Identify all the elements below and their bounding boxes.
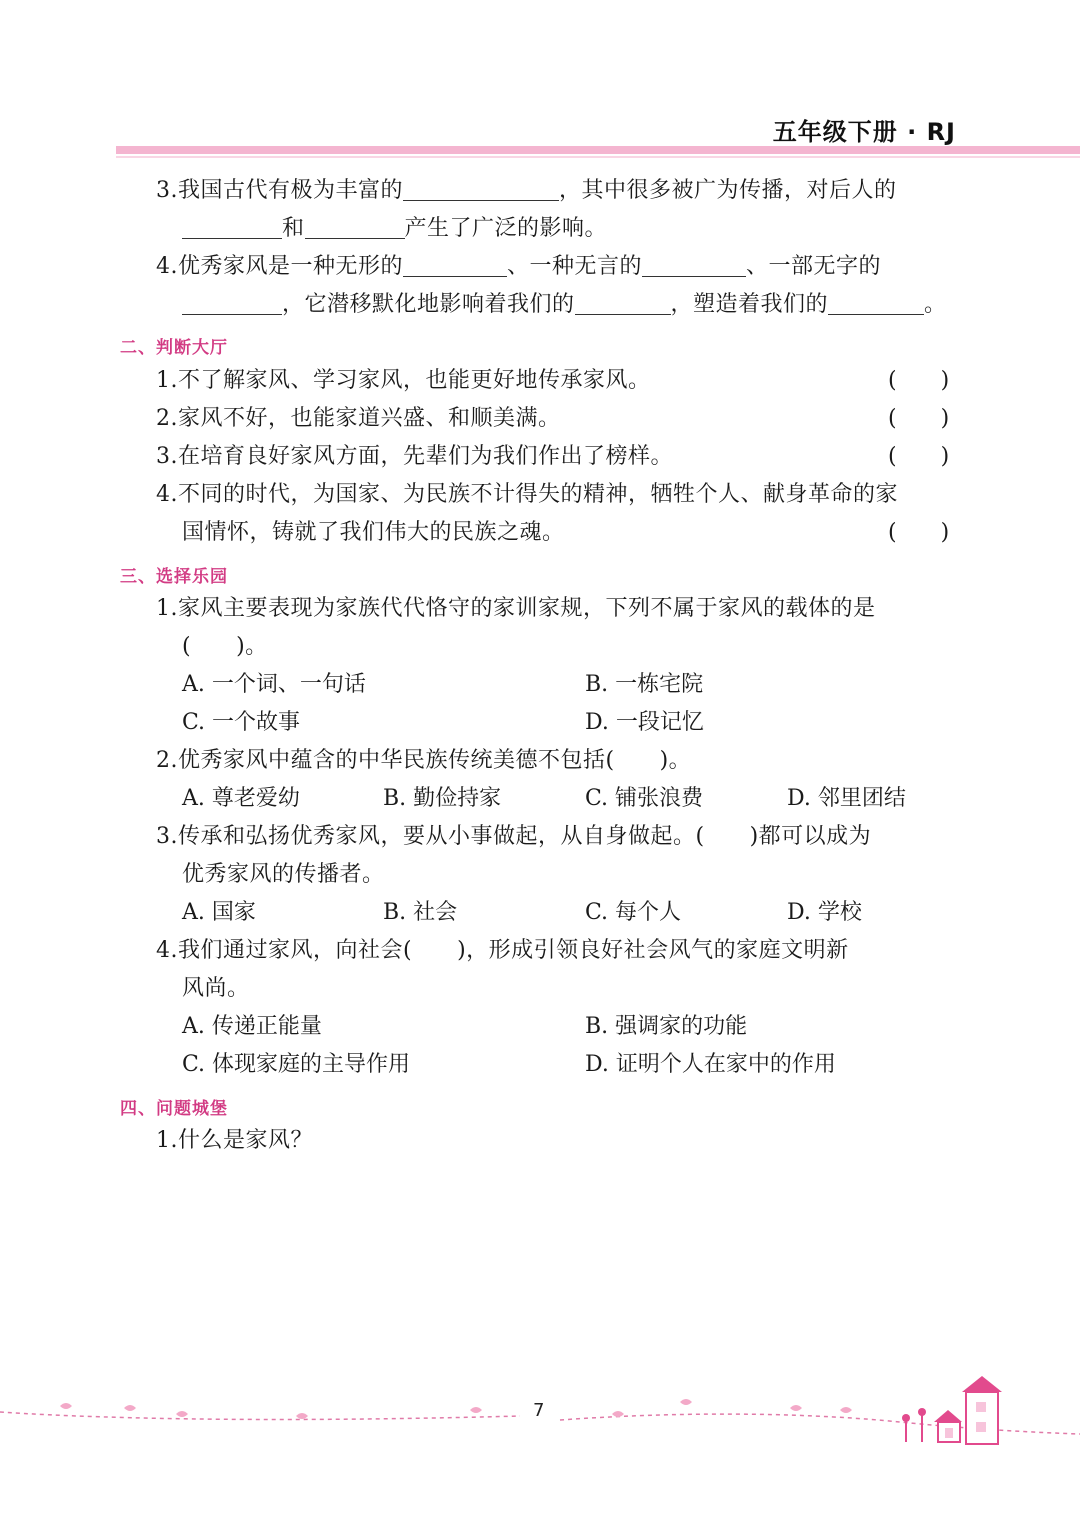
footer-dashed-line-left — [0, 1412, 520, 1419]
house-icon — [934, 1376, 1002, 1444]
fill-blank-q3-line1 — [156, 176, 897, 206]
question-text: 不同的时代，为国家、为民族不计得失的精神，牺牲个人、献身革命的家 — [178, 482, 899, 507]
answer-blank[interactable] — [403, 178, 559, 201]
question-text: 在培育良好家风方面，先辈们为我们作出了榜样。 — [178, 444, 674, 469]
footer-dashed-line-right — [560, 1414, 1080, 1434]
question-text: 优秀家风中蕴含的中华民族传统美德不包括( )。 — [178, 748, 692, 773]
answer-blank[interactable] — [305, 216, 405, 239]
question-number: 4. — [156, 938, 178, 963]
flower-icon — [902, 1408, 926, 1442]
question-number: 3. — [156, 178, 178, 203]
question-text: 。 — [924, 292, 947, 317]
judge-item — [156, 480, 898, 510]
question-number: 3. — [156, 444, 178, 469]
option-b[interactable]: B. 强调家的功能 — [585, 1014, 748, 1039]
question-text: 什么是家风？ — [178, 1128, 314, 1153]
answer-blank[interactable] — [403, 254, 507, 277]
section-title-question: 四、问题城堡 — [120, 1099, 228, 1119]
judge-item — [156, 366, 651, 396]
answer-parentheses[interactable]: ( ) — [888, 406, 950, 431]
question-text: 、一种无言的 — [507, 254, 643, 279]
answer-blank[interactable] — [575, 292, 671, 315]
question-number: 4. — [156, 482, 178, 507]
question-text: 、一部无字的 — [746, 254, 882, 279]
choice-question-continued: 优秀家风的传播者。 — [182, 862, 385, 887]
fill-blank-q3-line2 — [182, 214, 607, 244]
question-number: 4. — [156, 254, 178, 279]
open-question — [156, 1126, 313, 1156]
question-text: 和 — [282, 216, 305, 241]
header-divider — [116, 146, 1080, 154]
section-title-choice: 三、选择乐园 — [120, 567, 228, 587]
option-a[interactable]: A. 传递正能量 — [182, 1014, 322, 1039]
page-number: 7 — [533, 1400, 545, 1421]
option-c[interactable]: C. 体现家庭的主导作用 — [182, 1052, 411, 1077]
answer-area[interactable] — [156, 1170, 962, 1350]
option-d[interactable]: D. 邻里团结 — [787, 786, 906, 811]
option-a[interactable]: A. 国家 — [182, 900, 256, 925]
choice-question — [156, 936, 849, 966]
answer-blank[interactable] — [828, 292, 924, 315]
choice-question — [156, 746, 691, 776]
judge-item — [156, 404, 561, 434]
question-number: 3. — [156, 824, 178, 849]
question-number: 1. — [156, 596, 178, 621]
question-number: 1. — [156, 1128, 178, 1153]
option-a[interactable]: A. 尊老爱幼 — [182, 786, 300, 811]
question-text: 我们通过家风，向社会( )，形成引领良好社会风气的家庭文明新 — [178, 938, 849, 963]
judge-item-continued: 国情怀，铸就了我们伟大的民族之魂。 — [182, 520, 565, 545]
option-c[interactable]: C. 铺张浪费 — [585, 786, 704, 811]
question-number: 1. — [156, 368, 178, 393]
question-text: ，它潜移默化地影响着我们的 — [282, 292, 575, 317]
question-text: 不了解家风、学习家风，也能更好地传承家风。 — [178, 368, 651, 393]
choice-question — [156, 822, 871, 852]
question-text: 优秀家风是一种无形的 — [178, 254, 404, 279]
option-b[interactable]: B. 一栋宅院 — [585, 672, 704, 697]
answer-parentheses[interactable]: ( ) — [888, 520, 950, 545]
question-text: 家风不好，也能家道兴盛、和顺美满。 — [178, 406, 561, 431]
leaf-icons — [60, 1399, 852, 1419]
fill-blank-q4-line1 — [156, 252, 881, 282]
choice-question-continued: ( )。 — [182, 634, 268, 659]
answer-blank[interactable] — [642, 254, 746, 277]
option-b[interactable]: B. 社会 — [383, 900, 458, 925]
page-header-title: 五年级下册 · RJ — [772, 118, 956, 146]
question-text: ，其中很多被广为传播，对后人的 — [559, 178, 897, 203]
question-text: ，塑造着我们的 — [670, 292, 829, 317]
choice-question-continued: 风尚。 — [182, 976, 250, 1001]
question-text: 家风主要表现为家族代代恪守的家训家规，下列不属于家风的载体的是 — [178, 596, 876, 621]
option-b[interactable]: B. 勤俭持家 — [383, 786, 502, 811]
section-title-judge: 二、判断大厅 — [120, 338, 228, 358]
fill-blank-q4-line2 — [182, 290, 947, 320]
question-number: 2. — [156, 748, 178, 773]
choice-question — [156, 594, 876, 624]
question-text: 我国古代有极为丰富的 — [178, 178, 404, 203]
option-c[interactable]: C. 一个故事 — [182, 710, 301, 735]
question-number: 2. — [156, 406, 178, 431]
option-d[interactable]: D. 一段记忆 — [585, 710, 704, 735]
option-c[interactable]: C. 每个人 — [585, 900, 682, 925]
answer-parentheses[interactable]: ( ) — [888, 368, 950, 393]
option-d[interactable]: D. 学校 — [787, 900, 862, 925]
question-text: 传承和弘扬优秀家风，要从小事做起，从自身做起。( )都可以成为 — [178, 824, 872, 849]
header-divider-thin — [116, 156, 1080, 158]
question-text: 产生了广泛的影响。 — [404, 216, 608, 241]
answer-blank[interactable] — [182, 216, 282, 239]
answer-blank[interactable] — [182, 292, 282, 315]
option-a[interactable]: A. 一个词、一句话 — [182, 672, 366, 697]
judge-item — [156, 442, 673, 472]
answer-parentheses[interactable]: ( ) — [888, 444, 950, 469]
option-d[interactable]: D. 证明个人在家中的作用 — [585, 1052, 836, 1077]
